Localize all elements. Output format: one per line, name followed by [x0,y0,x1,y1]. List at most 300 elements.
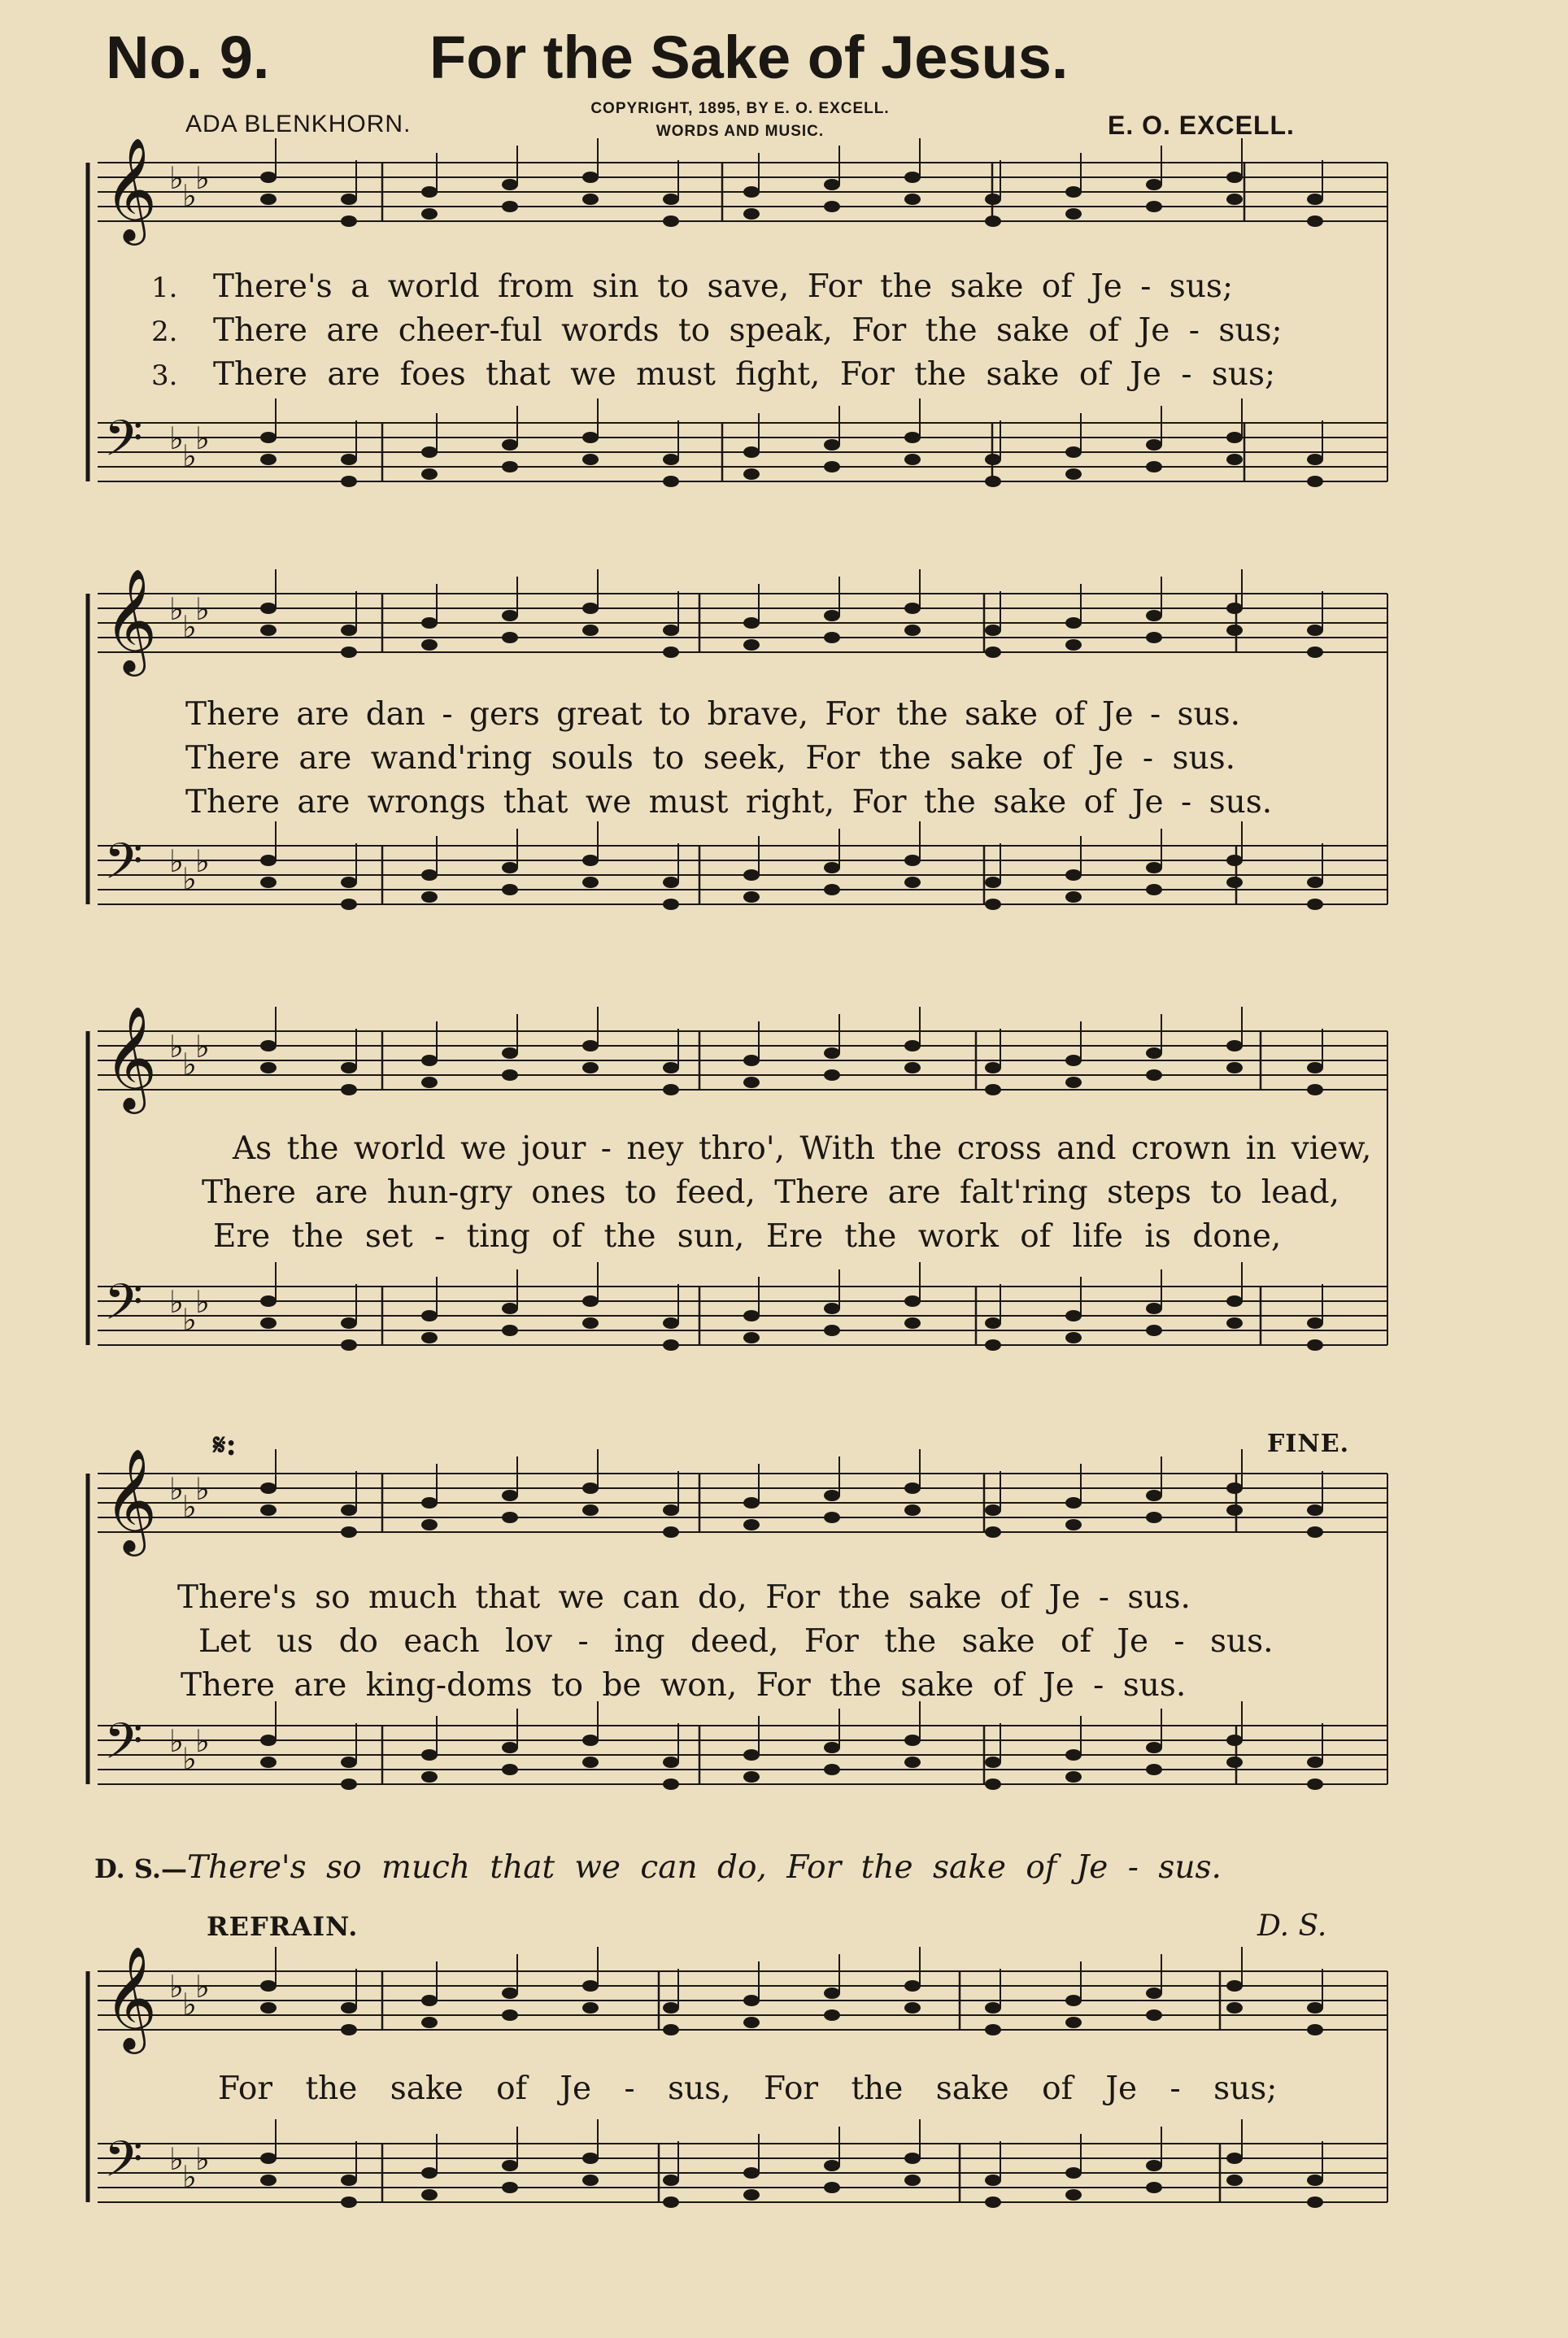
note-head [743,186,760,198]
note-head [341,1779,357,1790]
note-head [1146,1512,1162,1523]
note-head [985,1504,1001,1516]
note-head [663,2024,679,2035]
note-head [260,625,277,636]
note-head [824,862,840,873]
flat-sign: ♭ [182,1302,197,1338]
note-head [1065,2017,1082,2028]
note-head [1226,603,1243,614]
note-head [663,877,679,888]
lyric-line: There are wrongs that we must right, For the sake of Je - sus. [185,784,1273,821]
note-head [985,1526,1001,1538]
note-head [582,855,599,866]
note-head [743,2167,760,2179]
note-head [985,476,1001,487]
bass-clef: 𝄢 [104,833,143,903]
hymn-title: For the Sake of Jesus. [429,24,1069,91]
note-head [663,2197,679,2208]
note-head [582,1980,599,1992]
note-head [1226,1295,1243,1307]
note-head [985,1757,1001,1768]
note-head [502,1325,518,1336]
flat-sign: ♭ [195,591,210,627]
note-head [1065,1332,1082,1343]
note-head [743,1497,760,1509]
note-head [904,2002,921,2014]
note-head [663,1084,679,1095]
note-head [1065,869,1082,881]
note-head [1226,877,1243,888]
note-head [260,432,277,443]
note-head [1065,1310,1082,1321]
copyright-line-1: COPYRIGHT, 1895, BY E. O. EXCELL. [590,100,890,117]
note-head [1065,1519,1082,1530]
lyric-line: There are dan - gers great to brave, For the sake of Je - sus. [185,696,1241,733]
flat-sign: ♭ [169,591,184,627]
note-head [1065,1497,1082,1509]
fine-mark: FINE. [1267,1430,1350,1458]
note-head [260,1040,277,1051]
note-head [1226,625,1243,636]
bass-clef: 𝄢 [104,1273,143,1343]
note-head [502,1490,518,1501]
note-head [824,1047,840,1059]
verse-number: 2. [151,316,178,348]
note-head [502,862,518,873]
note-head [421,446,438,458]
note-head [1307,1084,1323,1095]
note-head [421,2189,438,2201]
note-head [260,1317,277,1329]
note-head [582,1317,599,1329]
note-head [1226,2175,1243,2186]
note-head [1065,468,1082,480]
note-head [824,2009,840,2021]
flat-sign: ♭ [195,420,210,456]
note-head [985,1062,1001,1073]
note-head [1146,1069,1162,1081]
ds-label: D. S.— [94,1853,187,1884]
note-head [824,1303,840,1314]
treble-clef: 𝄞 [104,1945,158,2049]
note-head [341,194,357,205]
flat-sign: ♭ [169,160,184,196]
note-head [341,2175,357,2186]
note-head [663,1779,679,1790]
note-head [582,625,599,636]
note-head [1065,1055,1082,1066]
note-head [341,877,357,888]
note-head [421,617,438,629]
note-head [260,2153,277,2164]
note-head [1307,647,1323,658]
note-head [341,1339,357,1351]
note-head [582,454,599,465]
note-head [663,1504,679,1516]
lyric-line: There are foes that we must fight, For the sake of Je - sus; [213,356,1276,393]
note-head [1307,454,1323,465]
note-head [260,454,277,465]
note-head [985,1317,1001,1329]
note-head [1226,172,1243,183]
note-head [743,2189,760,2201]
segno-mark: 𝄋: [213,1428,237,1462]
note-head [663,625,679,636]
note-head [1307,1757,1323,1768]
note-head [421,1749,438,1761]
note-head [904,432,921,443]
composer-credit: E. O. EXCELL. [1108,111,1295,140]
note-head [582,877,599,888]
bass-clef: 𝄢 [104,410,143,480]
flat-sign: ♭ [169,1029,184,1065]
note-head [904,2153,921,2164]
note-head [1146,884,1162,895]
note-head [1307,2002,1323,2014]
note-head [1146,862,1162,873]
note-head [743,869,760,881]
note-head [421,1332,438,1343]
flat-sign: ♭ [195,843,210,879]
note-head [341,1062,357,1073]
note-head [341,1757,357,1768]
note-head [502,461,518,472]
lyric-line: There are hun-gry ones to feed, There are falt'ring steps to lead, [202,1174,1339,1211]
note-head [1146,632,1162,643]
note-head [985,216,1001,227]
flat-sign: ♭ [182,438,197,474]
note-head [985,2002,1001,2014]
note-head [663,454,679,465]
note-head [985,2175,1001,2186]
note-head [985,877,1001,888]
note-head [260,194,277,205]
note-head [1307,2024,1323,2035]
note-head [1146,201,1162,212]
note-head [1065,1077,1082,1088]
flat-sign: ♭ [182,1741,197,1777]
note-head [824,1069,840,1081]
note-head [743,639,760,651]
note-head [904,603,921,614]
note-head [743,1519,760,1530]
treble-clef: 𝄞 [104,137,158,241]
note-head [904,1504,921,1516]
note-head [421,186,438,198]
note-head [421,1310,438,1321]
note-head [260,1295,277,1307]
note-head [1146,1988,1162,1999]
note-head [1226,194,1243,205]
note-head [1065,2189,1082,2201]
note-head [904,1062,921,1073]
note-head [341,476,357,487]
verse-number: 1. [151,272,178,304]
note-head [743,1749,760,1761]
note-head [421,2167,438,2179]
flat-sign: ♭ [169,1284,184,1320]
note-head [1065,639,1082,651]
note-head [985,899,1001,910]
note-head [1146,439,1162,451]
note-head [663,2175,679,2186]
note-head [582,172,599,183]
note-head [904,877,921,888]
note-head [1307,2175,1323,2186]
note-head [421,468,438,480]
note-head [1065,1749,1082,1761]
note-head [904,1735,921,1746]
lyric-line: For the sake of Je - sus, For the sake of Je - sus; [218,2070,1278,2107]
note-head [1226,1062,1243,1073]
note-head [1307,1779,1323,1790]
note-head [502,179,518,190]
note-head [663,194,679,205]
note-head [502,2160,518,2171]
note-head [260,603,277,614]
lyric-line: There's a world from sin to save, For the sake of Je - sus; [213,268,1234,305]
note-head [1307,877,1323,888]
note-head [1307,216,1323,227]
note-head [341,2197,357,2208]
note-head [1226,1504,1243,1516]
note-head [582,432,599,443]
note-head [341,454,357,465]
note-head [663,647,679,658]
note-head [1307,194,1323,205]
flat-sign: ♭ [195,1471,210,1507]
note-head [502,201,518,212]
note-head [582,1482,599,1494]
note-head [904,454,921,465]
note-head [582,2175,599,2186]
note-head [904,1482,921,1494]
note-head [985,1779,1001,1790]
note-head [743,891,760,903]
flat-sign: ♭ [169,420,184,456]
note-head [985,1084,1001,1095]
note-head [824,1764,840,1775]
note-head [502,1303,518,1314]
note-head [1146,1490,1162,1501]
note-head [663,216,679,227]
lyric-line: As the world we jour - ney thro', With the cross and crown in view, [233,1130,1372,1167]
note-head [985,194,1001,205]
note-head [1146,2182,1162,2193]
bass-clef: 𝄢 [104,2131,143,2201]
note-head [743,617,760,629]
note-head [1065,208,1082,220]
note-head [663,1339,679,1351]
note-head [260,877,277,888]
note-head [743,1077,760,1088]
note-head [1065,2167,1082,2179]
note-head [743,1771,760,1783]
note-head [663,476,679,487]
note-head [1065,1771,1082,1783]
note-head [260,1504,277,1516]
note-head [1307,1504,1323,1516]
note-head [904,172,921,183]
note-head [502,632,518,643]
flat-sign: ♭ [182,609,197,645]
refrain-label: REFRAIN. [207,1911,359,1942]
note-head [1226,2002,1243,2014]
note-head [985,2024,1001,2035]
treble-clef: 𝄞 [104,1448,158,1552]
note-head [1307,625,1323,636]
note-head [904,1295,921,1307]
ds-text: There's so much that we can do, For the sake of Je - sus. [187,1849,1222,1886]
note-head [663,2002,679,2014]
note-head [341,899,357,910]
lyric-line: Let us do each lov - ing deed, For the sake of Je - sus. [198,1623,1274,1660]
flat-sign: ♭ [195,1969,210,2005]
note-head [1226,1980,1243,1992]
note-head [1226,432,1243,443]
note-head [421,2017,438,2028]
note-head [260,1482,277,1494]
note-head [502,1069,518,1081]
note-head [904,194,921,205]
note-head [743,1310,760,1321]
flat-sign: ♭ [169,1969,184,2005]
note-head [341,2024,357,2035]
verse-number: 3. [151,359,178,392]
note-head [341,625,357,636]
flat-sign: ♭ [169,2141,184,2177]
note-head [502,1988,518,1999]
note-head [824,610,840,621]
note-head [1065,446,1082,458]
note-head [502,439,518,451]
note-head [1146,610,1162,621]
note-head [985,647,1001,658]
flat-sign: ♭ [169,843,184,879]
note-head [260,1735,277,1746]
note-head [824,884,840,895]
note-head [1065,891,1082,903]
note-head [743,2017,760,2028]
flat-sign: ♭ [182,1987,197,2022]
note-head [1307,1062,1323,1073]
note-head [260,1062,277,1073]
note-head [1307,1526,1323,1538]
note-head [1146,1764,1162,1775]
note-head [904,1757,921,1768]
note-head [341,1317,357,1329]
note-head [824,439,840,451]
note-head [904,2175,921,2186]
note-head [824,2182,840,2193]
note-head [582,2002,599,2014]
note-head [260,172,277,183]
note-head [260,855,277,866]
note-head [824,461,840,472]
copyright-line-2: WORDS AND MUSIC. [656,123,825,140]
flat-sign: ♭ [182,861,197,897]
flat-sign: ♭ [182,1489,197,1525]
note-head [502,884,518,895]
note-head [421,1519,438,1530]
note-head [1226,1482,1243,1494]
note-head [582,194,599,205]
note-head [1226,1735,1243,1746]
lyric-line: There are cheer-ful words to speak, For the sake of Je - sus; [213,312,1283,349]
lyric-line: There's so much that we can do, For the sake of Je - sus. [177,1579,1191,1616]
note-head [421,1497,438,1509]
note-head [824,1512,840,1523]
flat-sign: ♭ [195,2141,210,2177]
note-head [824,179,840,190]
note-head [985,454,1001,465]
treble-clef: 𝄞 [104,1005,158,1109]
note-head [502,1742,518,1753]
flat-sign: ♭ [182,178,197,214]
note-head [985,1339,1001,1351]
note-head [904,855,921,866]
note-head [1065,617,1082,629]
note-head [1146,1742,1162,1753]
note-head [1146,461,1162,472]
note-head [824,1325,840,1336]
note-head [341,1526,357,1538]
flat-sign: ♭ [195,160,210,196]
note-head [904,1980,921,1992]
note-head [824,201,840,212]
note-head [985,2197,1001,2208]
note-head [502,1047,518,1059]
note-head [1226,454,1243,465]
lyric-line: There are wand'ring souls to seek, For the sake of Je - sus. [185,740,1236,777]
hymn-number: No. 9. [106,24,270,91]
note-head [663,1317,679,1329]
note-head [1307,2197,1323,2208]
note-head [1146,2160,1162,2171]
note-head [421,1995,438,2006]
lyric-line: There are king-doms to be won, For the sake of Je - sus. [181,1667,1187,1704]
note-head [421,1055,438,1066]
note-head [1146,1303,1162,1314]
note-head [421,208,438,220]
note-head [502,2182,518,2193]
note-head [582,1757,599,1768]
note-head [1226,1317,1243,1329]
note-head [904,625,921,636]
note-head [582,603,599,614]
note-head [1226,1757,1243,1768]
note-head [743,446,760,458]
lyric-line: Ere the set - ting of the sun, Ere the work of life is done, [213,1218,1282,1255]
note-head [663,1757,679,1768]
note-head [985,625,1001,636]
note-head [824,1490,840,1501]
note-head [1146,1047,1162,1059]
note-head [582,1504,599,1516]
note-head [260,2002,277,2014]
note-head [1307,1339,1323,1351]
note-head [421,1077,438,1088]
note-head [260,1757,277,1768]
note-head [582,1735,599,1746]
note-head [1065,186,1082,198]
note-head [502,610,518,621]
note-head [904,1317,921,1329]
note-head [260,1980,277,1992]
note-head [1065,1995,1082,2006]
note-head [1307,476,1323,487]
flat-sign: ♭ [169,1723,184,1759]
